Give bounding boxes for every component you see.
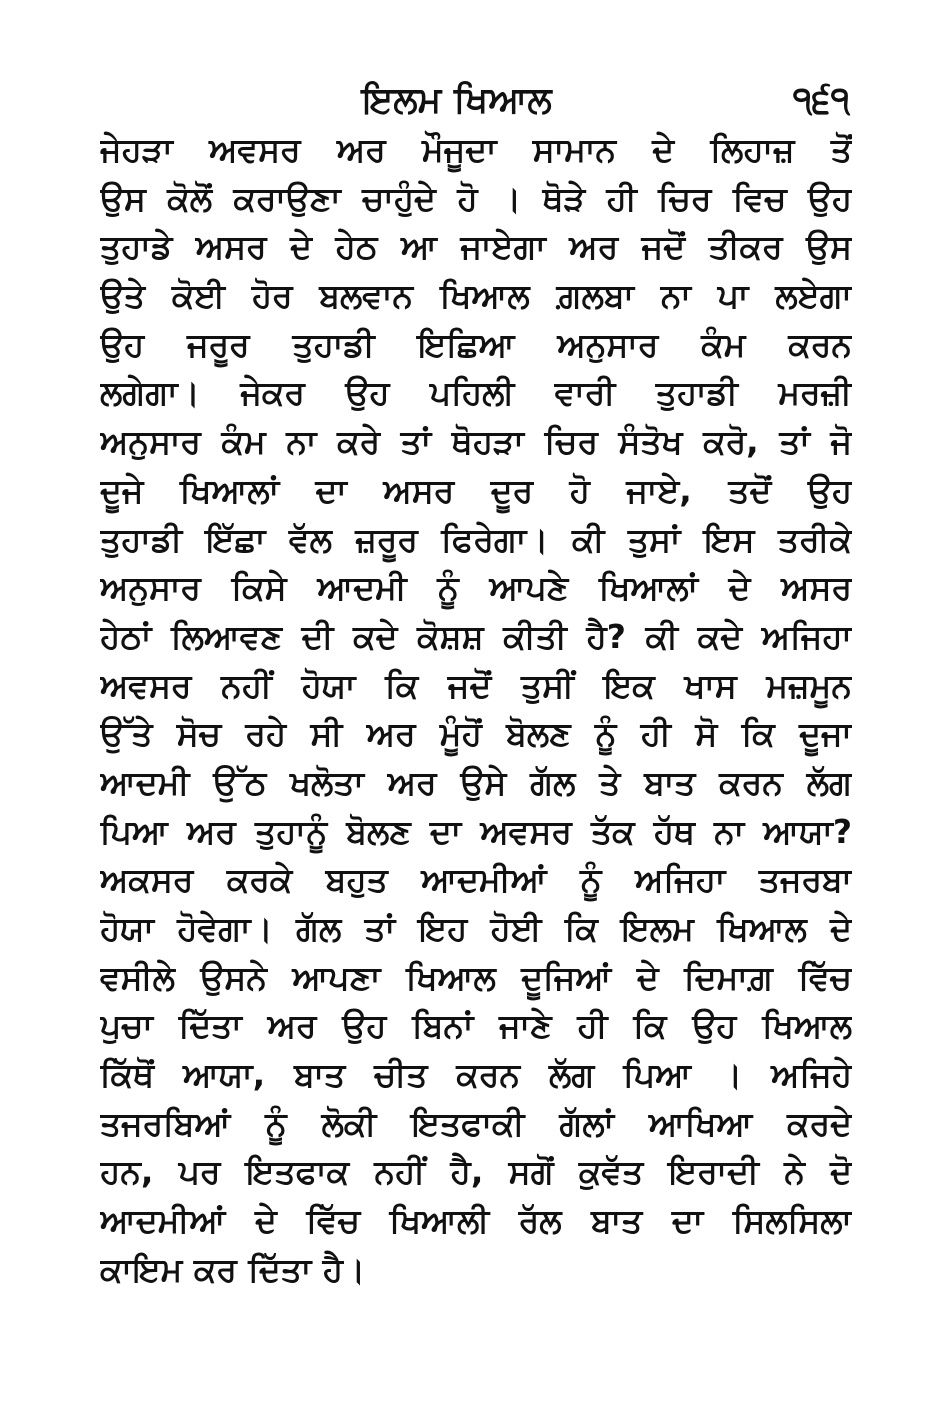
text-line: ਹੋਯਾ ਹੋਵੇਗਾ। ਗੱਲ ਤਾਂ ਇਹ ਹੋਈ ਕਿ ਇਲਮ ਖਿਆਲ ਦੇ: [100, 909, 852, 948]
text-line: ਵਸੀਲੇ ਉਸਨੇ ਆਪਣਾ ਖਿਆਲ ਦੂਜਿਆਂ ਦੇ ਦਿਮਾਗ਼ ਵਿੱਚ: [100, 957, 852, 997]
text-line: ਅਕਸਰ ਕਰਕੇ ਬਹੁਤ ਆਦਮੀਆਂ ਨੂੰ ਅਜਿਹਾ ਤਜਰਬਾ: [100, 860, 852, 900]
text-line: ਅਨੁਸਾਰ ਕਿਸੇ ਆਦਮੀ ਨੂੰ ਆਪਣੇ ਖਿਆਲਾਂ ਦੇ ਅਸਰ: [100, 568, 852, 608]
text-line: ਤੁਹਾਡੇ ਅਸਰ ਦੇ ਹੇਠ ਆ ਜਾਏਗਾ ਅਰ ਜਦੋਂ ਤੀਕਰ ਉਸ: [100, 227, 852, 267]
text-line: ਪਿਆ ਅਰ ਤੁਹਾਨੂੰ ਬੋਲਣ ਦਾ ਅਵਸਰ ਤੱਕ ਹੱਥ ਨਾ ਆਯਾ?: [100, 811, 852, 851]
text-line: ਅਵਸਰ ਨਹੀਂ ਹੋਯਾ ਕਿ ਜਦੋਂ ਤੁਸੀਂ ਇਕ ਖਾਸ ਮਜ਼ਮੂਨ: [100, 665, 852, 705]
text-line: ਉਸ ਕੋਲੋਂ ਕਰਾਉਣਾ ਚਾਹੁੰਦੇ ਹੋ । ਥੋੜੇ ਹੀ ਚਿਰ ਵਿਚ ਉਹ: [100, 178, 852, 218]
text-line: ਆਦਮੀਆਂ ਦੇ ਵਿੱਚ ਖਿਆਲੀ ਰੱਲ ਬਾਤ ਦਾ ਸਿਲਸਿਲਾ: [100, 1201, 852, 1241]
text-line: ਅਨੁਸਾਰ ਕੰਮ ਨਾ ਕਰੇ ਤਾਂ ਥੋਹੜਾ ਚਿਰ ਸੰਤੋਖ ਕਰੋ, ਤਾਂ ਜੋ: [100, 422, 852, 462]
text-line: ਉਹ ਜਰੂਰ ਤੁਹਾਡੀ ਇਛਿਆ ਅਨੁਸਾਰ ਕੰਮ ਕਰਨ: [100, 324, 852, 364]
running-header: [100, 74, 850, 124]
text-line-last: ਕਾਇਮ ਕਰ ਦਿੱਤਾ ਹੈ।: [100, 1249, 366, 1289]
text-line: ਉੱਤੇ ਸੋਚ ਰਹੇ ਸੀ ਅਰ ਮੂੰਹੋਂ ਬੋਲਣ ਨੂੰ ਹੀ ਸੋ ਕਿ ਦੂਜਾ: [100, 714, 852, 754]
text-line: ਤਜਰਬਿਆਂ ਨੂੰ ਲੋਕੀ ਇਤਫਾਕੀ ਗੱਲਾਂ ਆਖਿਆ ਕਰਦੇ: [100, 1103, 852, 1143]
text-line: ਜੇਹੜਾ ਅਵਸਰ ਅਰ ਮੌਜੂਦਾ ਸਾਮਾਨ ਦੇ ਲਿਹਾਜ਼ ਤੋਂ: [100, 130, 852, 169]
text-line: ਆਦਮੀ ਉੱਠ ਖਲੋਤਾ ਅਰ ਉਸੇ ਗੱਲ ਤੇ ਬਾਤ ਕਰਨ ਲੱਗ: [100, 762, 852, 802]
header-title: ਇਲਮ ਖਿਆਲ: [362, 80, 552, 121]
text-line: ਕਿੱਥੋਂ ਆਯਾ, ਬਾਤ ਚੀਤ ਕਰਨ ਲੱਗ ਪਿਆ । ਅਜਿਹੇ: [100, 1055, 852, 1095]
body-text: [100, 126, 852, 1295]
text-line: ਹਨ, ਪਰ ਇਤਫਾਕ ਨਹੀਂ ਹੈ, ਸਗੋਂ ਕੁਵੱਤ ਇਰਾਦੀ ਨੇ ਦੋ: [100, 1152, 852, 1192]
text-line: ਹੇਠਾਂ ਲਿਆਵਣ ਦੀ ਕਦੇ ਕੋਸ਼ਸ਼ ਕੀਤੀ ਹੈ? ਕੀ ਕਦੇ ਅਜਿਹਾ: [100, 616, 852, 656]
page-number: ੧੬੧: [792, 80, 850, 121]
text-line: ਪੁਚਾ ਦਿੱਤਾ ਅਰ ਉਹ ਬਿਨਾਂ ਜਾਣੇ ਹੀ ਕਿ ਉਹ ਖਿਆਲ: [100, 1006, 852, 1046]
text-line: ਲਗੇਗਾ। ਜੇਕਰ ਉਹ ਪਹਿਲੀ ਵਾਰੀ ਤੁਹਾਡੀ ਮਰਜ਼ੀ: [100, 373, 852, 413]
text-line: ਉਤੇ ਕੋਈ ਹੋਰ ਬਲਵਾਨ ਖਿਆਲ ਗ਼ਲਬਾ ਨਾ ਪਾ ਲਏਗਾ: [100, 276, 852, 316]
text-line: ਦੂਜੇ ਖਿਆਲਾਂ ਦਾ ਅਸਰ ਦੂਰ ਹੋ ਜਾਏ, ਤਦੋਂ ਉਹ: [100, 470, 852, 510]
text-line: ਤੁਹਾਡੀ ਇੱਛਾ ਵੱਲ ਜ਼ਰੂਰ ਫਿਰੇਗਾ। ਕੀ ਤੁਸਾਂ ਇਸ ਤਰੀਕੇ: [100, 519, 852, 559]
